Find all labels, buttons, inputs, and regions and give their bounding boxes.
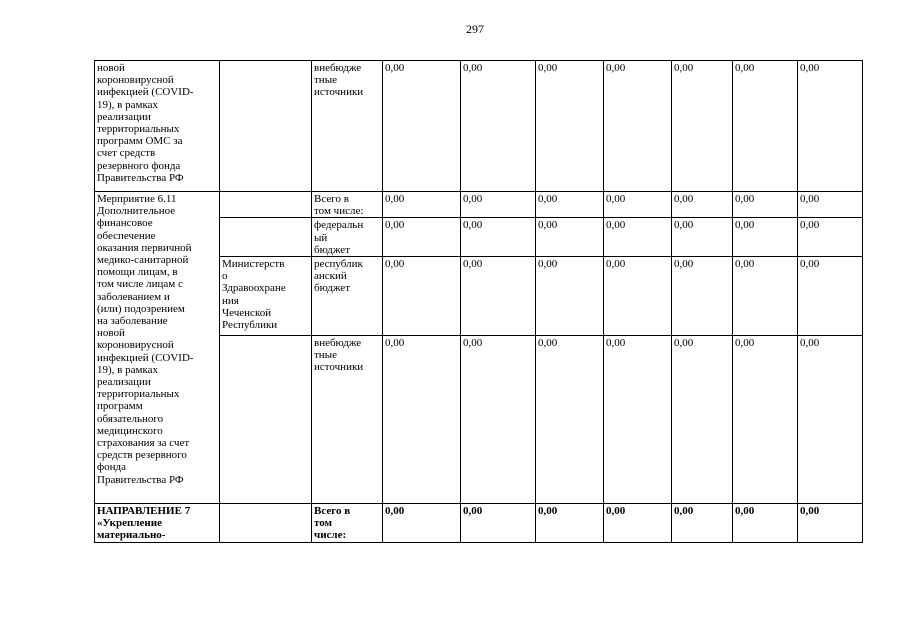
value-cell: 0,00 [461, 504, 536, 543]
value-cell: 0,00 [536, 192, 604, 218]
value-cell: 0,00 [536, 257, 604, 336]
value-cell: 0,00 [672, 336, 733, 504]
value-cell: 0,00 [536, 218, 604, 257]
table-row [95, 61, 863, 192]
value-cell: 0,00 [798, 257, 863, 336]
value-cell: 0,00 [798, 504, 863, 543]
value-cell: 0,00 [461, 61, 536, 192]
value-cell: 0,00 [461, 192, 536, 218]
value-cell: 0,00 [383, 61, 461, 192]
executor-cell [220, 336, 312, 504]
executor-cell [220, 61, 312, 192]
executor-cell: Министерств о Здравоохране ния Чеченской Республики [220, 257, 312, 336]
value-cell: 0,00 [604, 257, 672, 336]
value-cell: 0,00 [604, 218, 672, 257]
page-number: 297 [466, 22, 484, 36]
value-cell: 0,00 [604, 192, 672, 218]
funding-source-cell: Всего в том числе: [312, 504, 383, 543]
value-cell: 0,00 [536, 336, 604, 504]
funding-source-cell: республик анский бюджет [312, 257, 383, 336]
funding-source-cell: Всего в том числе: [312, 192, 383, 218]
value-cell: 0,00 [672, 218, 733, 257]
table-row [95, 192, 863, 218]
value-cell: 0,00 [461, 257, 536, 336]
value-cell: 0,00 [383, 192, 461, 218]
value-cell: 0,00 [798, 61, 863, 192]
value-cell: 0,00 [461, 218, 536, 257]
event-name-cell: Мерприятие 6.11 Дополнительное финансовое обеспечение оказания первичной медико-санитарной помощи лицам, в том числе лицам с заболеванием и (или) подозрением на заболевание новой короновирусной инфекцией (COVID- 19), в рамках реализации территориальных программ обязательного медицинского страхования за счет средств резервного фонда Правительства РФ [95, 192, 220, 504]
value-cell: 0,00 [672, 504, 733, 543]
value-cell: 0,00 [672, 257, 733, 336]
value-cell: 0,00 [604, 61, 672, 192]
funding-source-cell: федеральн ый бюджет [312, 218, 383, 257]
value-cell: 0,00 [461, 336, 536, 504]
value-cell: 0,00 [733, 257, 798, 336]
value-cell: 0,00 [536, 61, 604, 192]
value-cell: 0,00 [672, 192, 733, 218]
value-cell: 0,00 [604, 336, 672, 504]
value-cell: 0,00 [733, 61, 798, 192]
value-cell: 0,00 [733, 218, 798, 257]
event-name-cell: новой короновирусной инфекцией (COVID- 19), в рамках реализации территориальных программ ОМС за счет средств резервного фонда Правительства РФ [95, 61, 220, 192]
funding-source-cell: внебюдже тные источники [312, 336, 383, 504]
executor-cell [220, 218, 312, 257]
value-cell: 0,00 [383, 257, 461, 336]
funding-source-cell: внебюдже тные источники [312, 61, 383, 192]
value-cell: 0,00 [733, 192, 798, 218]
direction-name-cell: НАПРАВЛЕНИЕ 7 «Укрепление материально- [95, 504, 220, 543]
value-cell: 0,00 [604, 504, 672, 543]
value-cell: 0,00 [536, 504, 604, 543]
value-cell: 0,00 [798, 336, 863, 504]
value-cell: 0,00 [383, 218, 461, 257]
value-cell: 0,00 [383, 336, 461, 504]
value-cell: 0,00 [798, 192, 863, 218]
executor-cell [220, 192, 312, 218]
table-row [95, 504, 863, 543]
value-cell: 0,00 [672, 61, 733, 192]
budget-table [94, 60, 863, 543]
value-cell: 0,00 [383, 504, 461, 543]
executor-cell [220, 504, 312, 543]
value-cell: 0,00 [733, 336, 798, 504]
value-cell: 0,00 [733, 504, 798, 543]
value-cell: 0,00 [798, 218, 863, 257]
